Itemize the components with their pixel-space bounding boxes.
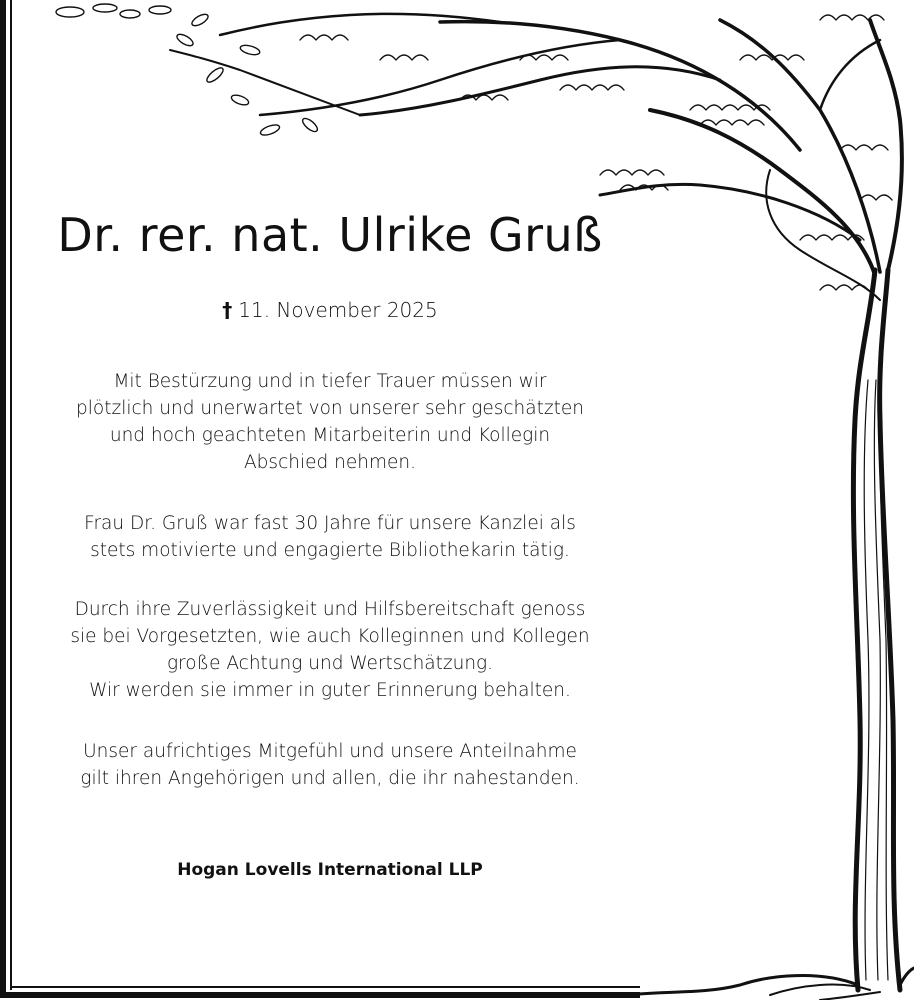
text-line: Abschied nehmen. (244, 452, 416, 473)
paragraph-condolence-intro (40, 368, 620, 476)
text-line: Unser aufrichtiges Mitgefühl und unsere Anteilnahme (83, 741, 577, 762)
paragraph-appreciation (40, 596, 620, 704)
text-line: Frau Dr. Gruß war fast 30 Jahre für unsere Kanzlei als (84, 513, 576, 534)
text-line: große Achtung und Wertschätzung. (166, 653, 494, 674)
text-line: sie bei Vorgesetzten, wie auch Kolleginnen und Kollegen (70, 626, 590, 647)
text-line: Durch ihre Zuverlässigkeit und Hilfsbereitschaft genoss (74, 599, 586, 620)
deceased-name: Dr. rer. nat. Ulrike Gruß (57, 208, 603, 262)
text-line: gilt ihren Angehörigen und allen, die ihr nahestanden. (80, 768, 580, 789)
text-line: Wir werden sie immer in guter Erinnerung behalten. (89, 680, 571, 701)
paragraph-sympathy (40, 738, 620, 792)
text-line: stets motivierte und engagierte Bibliothekarin tätig. (90, 540, 570, 561)
cross-icon: † (222, 298, 233, 322)
signature: Hogan Lovells International LLP (177, 860, 483, 880)
text-line: Mit Bestürzung und in tiefer Trauer müssen wir (113, 371, 547, 392)
paragraph-career (40, 510, 620, 564)
death-date-line (40, 298, 620, 322)
text-line: plötzlich und unerwartet von unserer sehr geschätzten (76, 398, 584, 419)
death-date: 11. November 2025 (238, 298, 438, 322)
text-line: und hoch geachteten Mitarbeiterin und Kollegin (109, 425, 551, 446)
